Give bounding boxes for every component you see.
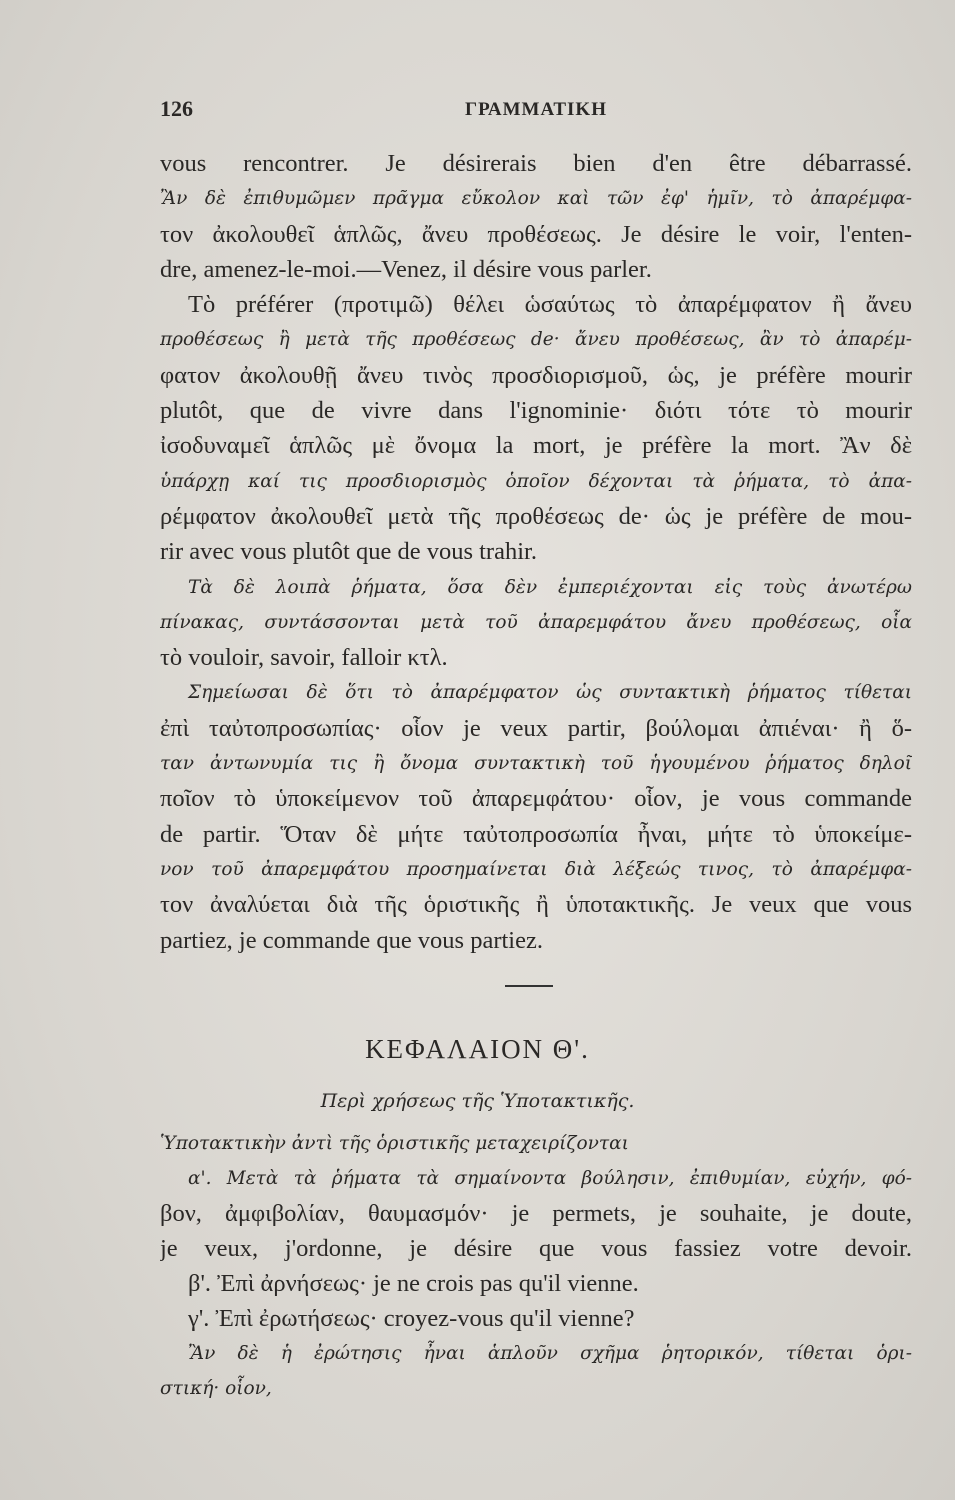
text-line: Τὸ préférer (προτιμῶ) θέλει ὡσαύτως τὸ ἀπαρέμφατον ἢ ἄνευ: [188, 291, 912, 319]
text-line: dre, amenez-le-moi.—Venez, il désire vous parler.: [160, 255, 652, 283]
running-title: ΓΡΑΜΜΑΤΙΚΗ: [465, 99, 607, 120]
body-text: [160, 146, 912, 958]
text-line: ποῖον τὸ ὑποκείμενον τοῦ ἀπαρεμφάτου· οἷον, je vous commande: [160, 785, 912, 813]
text-line: ἰσοδυναμεῖ ἁπλῶς μὲ ὄνομα la mort, je préfère la mort. Ἂν δὲ: [160, 432, 912, 460]
text-line: ὑπάρχῃ καί τις προσδιορισμὸς ὁποῖον δέχονται τὰ ῥήματα, τὸ ἀπα-: [160, 470, 912, 492]
page-number: 126: [160, 96, 193, 121]
text-line: φατον ἀκολουθῇ ἄνευ τινὸς προσδιορισμοῦ, ὡς, je préfère mourir: [160, 361, 912, 389]
text-line: γ'. Ἐπὶ ἐρωτήσεως· croyez-vous qu'il vienne?: [188, 1305, 635, 1332]
text-line: ταν ἀντωνυμία τις ἢ ὄνομα συντακτικὴ τοῦ ἡγουμένου ῥήματος δηλοῖ: [160, 753, 912, 775]
text-line: Ἂν δὲ ἐπιθυμῶμεν πρᾶγμα εὔκολον καὶ τῶν ἐφ' ἡμῖν, τὸ ἀπαρέμφα-: [160, 188, 912, 210]
text-line: de partir. Ὅταν δὲ μήτε ταὐτοπροσωπία ἦναι, μήτε τὸ ὑποκείμε-: [160, 820, 912, 848]
text-line: partiez, je commande que vous partiez.: [160, 926, 543, 954]
text-line: τον ἀναλύεται διὰ τῆς ὁριστικῆς ἢ ὑποτακτικῆς. Je veux que vous: [160, 891, 912, 919]
text-line: Σημείωσαι δὲ ὅτι τὸ ἀπαρέμφατον ὡς συντακτικὴ ῥήματος τίθεται: [188, 682, 912, 704]
text-line: Ὑποτακτικὴν ἀντὶ τῆς ὁριστικῆς μεταχειρίζονται: [160, 1133, 629, 1154]
section-divider: [505, 985, 553, 987]
text-line: νον τοῦ ἀπαρεμφάτου προσημαίνεται διὰ λέξεώς τινος, τὸ ἀπαρέμφα-: [160, 858, 912, 880]
text-line: πίνακας, συντάσσονται μετὰ τοῦ ἀπαρεμφάτου ἄνευ προθέσεως, οἷα: [160, 611, 912, 633]
text-line: Ἂν δὲ ἡ ἐρώτησις ἦναι ἁπλοῦν σχῆμα ῥητορικόν, τίθεται ὁρι-: [188, 1343, 912, 1364]
text-line: τὸ vouloir, savoir, falloir κτλ.: [160, 644, 448, 672]
chapter-subtitle: Περὶ χρήσεως τῆς Ὑποτακτικῆς.: [320, 1090, 635, 1112]
text-line: vous rencontrer. Je désirerais bien d'en être débarrassé.: [160, 150, 912, 177]
text-line: Τὰ δὲ λοιπὰ ῥήματα, ὅσα δὲν ἐμπεριέχονται εἰς τοὺς ἀνωτέρω: [188, 576, 912, 598]
text-line: je veux, j'ordonne, je désire que vous fassiez votre devoir.: [160, 1235, 912, 1262]
chapter-text: [160, 1126, 912, 1406]
text-line: β'. Ἐπὶ ἀρνήσεως· je ne crois pas qu'il vienne.: [188, 1270, 639, 1297]
text-line: ρέμφατον ἀκολουθεῖ μετὰ τῆς προθέσεως de· ὡς je préfère de mou-: [160, 502, 912, 530]
chapter-title: ΚΕΦΑΛΑΙΟΝ Θ'.: [365, 1034, 590, 1064]
page-header: [160, 96, 920, 130]
text-line: plutôt, que de vivre dans l'ignominie· διότι τότε τὸ mourir: [160, 397, 912, 425]
text-line: rir avec vous plutôt que de vous trahir.: [160, 538, 537, 566]
text-line: στική· οἷον,: [160, 1378, 272, 1399]
text-line: τον ἀκολουθεῖ ἁπλῶς, ἄνευ προθέσεως. Je désire le voir, l'enten-: [160, 220, 912, 248]
text-line: προθέσεως ἢ μετὰ τῆς προθέσεως de· ἄνευ προθέσεως, ἂν τὸ ἀπαρέμ-: [160, 329, 912, 351]
text-line: ἐπὶ ταὐτοπροσωπίας· οἷον je veux partir, βούλομαι ἀπιέναι· ἢ ὅ-: [160, 714, 912, 742]
text-line: α'. Μετὰ τὰ ῥήματα τὰ σημαίνοντα βούλησιν, ἐπιθυμίαν, εὐχήν, φό-: [188, 1168, 912, 1189]
text-line: βον, ἀμφιβολίαν, θαυμασμόν· je permets, je souhaite, je doute,: [160, 1200, 912, 1227]
